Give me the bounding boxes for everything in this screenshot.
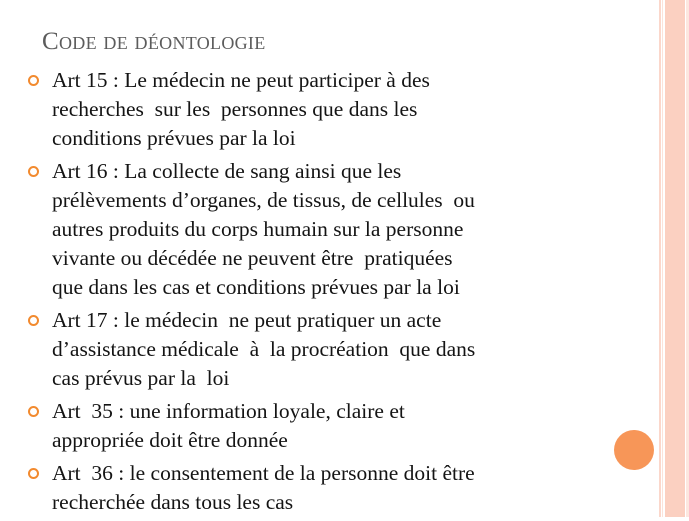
- right-border-stripe: [665, 0, 685, 517]
- item-line: Art 15 : Le médecin ne peut participer à des: [52, 68, 430, 92]
- right-border-line: [659, 0, 661, 517]
- item-line: cas prévus par la loi: [52, 366, 230, 390]
- item-line: Art 35 : une information loyale, claire et: [52, 399, 405, 423]
- circle-bullet-icon: [28, 75, 39, 86]
- item-line: recherches sur les personnes que dans les: [52, 97, 418, 121]
- circle-bullet-icon: [28, 406, 39, 417]
- item-line: que dans les cas et conditions prévues par la loi: [52, 275, 460, 299]
- list-item: [26, 66, 626, 153]
- item-line: conditions prévues par la loi: [52, 126, 296, 150]
- item-line: appropriée doit être donnée: [52, 428, 288, 452]
- item-line: d’assistance médicale à la procréation que dans: [52, 337, 476, 361]
- item-line: Art 17 : le médecin ne peut pratiquer un acte: [52, 308, 442, 332]
- list-item: [26, 157, 626, 302]
- item-line: prélèvements d’organes, de tissus, de cellules ou: [52, 188, 475, 212]
- item-line: autres produits du corps humain sur la personne: [52, 217, 464, 241]
- item-line: Art 36 : le consentement de la personne doit être: [52, 461, 475, 485]
- circle-bullet-icon: [28, 468, 39, 479]
- circle-bullet-icon: [28, 315, 39, 326]
- list-item: [26, 397, 626, 455]
- right-border-line: [662, 0, 663, 517]
- slide-title: Code de déontologie: [42, 28, 266, 55]
- item-line: vivante ou décédée ne peuvent être pratiquées: [52, 246, 453, 270]
- item-line: Art 16 : La collecte de sang ainsi que les: [52, 159, 402, 183]
- item-line: recherchée dans tous les cas: [52, 490, 294, 514]
- circle-bullet-icon: [28, 166, 39, 177]
- bullet-list: [26, 66, 626, 521]
- list-item: [26, 459, 626, 517]
- list-item: [26, 306, 626, 393]
